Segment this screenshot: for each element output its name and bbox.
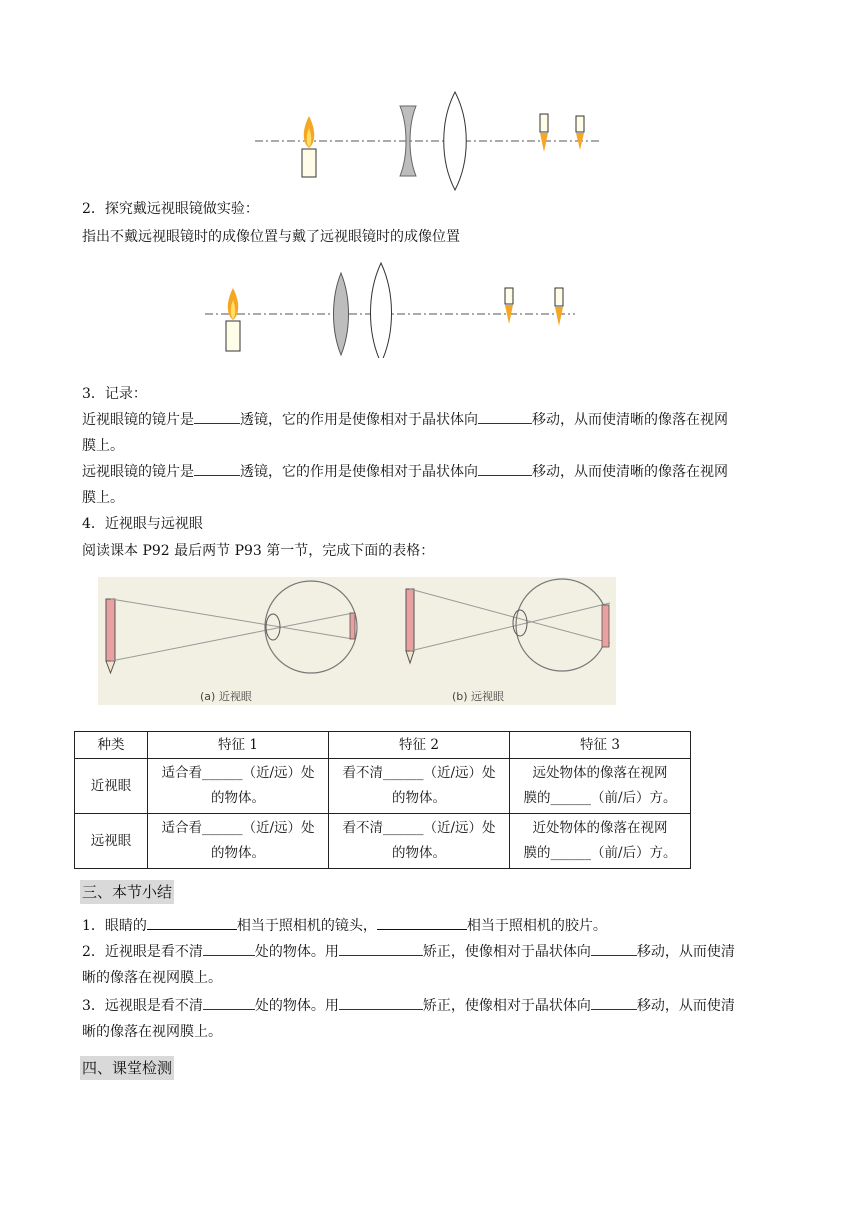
- cell-line: 远处物体的像落在视网: [532, 765, 668, 781]
- header-type: 种类: [75, 732, 148, 759]
- eye-comparison-table: [74, 731, 691, 869]
- summary2-text-d: 移动，从而使清: [636, 944, 735, 960]
- hyperopia-lens-type-blank[interactable]: [194, 459, 240, 476]
- myopia-record-line1: [82, 407, 782, 433]
- cell-line: 适合看______（近/远）处: [161, 765, 315, 781]
- hyperopia-record-text-a: 远视眼镜的镜片是: [82, 464, 194, 480]
- caption-myopia: (a) 近视眼: [200, 690, 252, 703]
- film-part-blank[interactable]: [377, 913, 467, 930]
- cell-line: 的物体。: [392, 790, 446, 806]
- cell-line: 看不清______（近/远）处: [342, 765, 496, 781]
- summary1-text-b: 相当于照相机的镜头，: [236, 918, 377, 934]
- row-type: 远视眼: [75, 814, 148, 869]
- table-row: [75, 814, 691, 869]
- lens-part-blank[interactable]: [147, 913, 237, 930]
- row-feature3[interactable]: [510, 759, 691, 814]
- myopia-eye-diagram: [98, 577, 358, 687]
- row-feature1[interactable]: [148, 759, 329, 814]
- optics-figure-concave: [250, 86, 610, 196]
- myopia-record-text-a: 近视眼镜的镜片是: [82, 412, 194, 428]
- cell-line: 的物体。: [211, 790, 265, 806]
- hyperopia-distance-blank[interactable]: [203, 993, 255, 1010]
- myopia-record-text-b: 透镜，它的作用是使像相对于晶状体向: [240, 412, 478, 428]
- hyperopia-eye-diagram: [400, 577, 616, 687]
- item2-description: 指出不戴远视眼镜时的成像位置与戴了远视眼镜时的成像位置: [82, 229, 460, 245]
- myopia-move-blank[interactable]: [591, 939, 637, 956]
- cell-line: 适合看______（近/远）处: [161, 820, 315, 836]
- summary3-text-c: 矫正，使像相对于晶状体向: [422, 998, 591, 1014]
- summary3-text-a: 3．远视眼是看不清: [82, 998, 203, 1014]
- myopia-record-text-c: 移动，从而使清晰的像落在视网: [532, 412, 728, 428]
- check-heading: 四、课堂检测: [80, 1056, 174, 1080]
- cell-line: 膜的______（前/后）方。: [523, 845, 677, 861]
- header-feature2: 特征 2: [329, 732, 510, 759]
- row-feature3[interactable]: [510, 814, 691, 869]
- hyperopia-record-line2: 膜上。: [82, 490, 124, 506]
- summary-heading: 三、本节小结: [80, 880, 174, 904]
- myopia-direction-blank[interactable]: [478, 407, 532, 424]
- hyperopia-correction-blank[interactable]: [339, 993, 423, 1010]
- hyperopia-record-line1: [82, 459, 782, 485]
- summary2-text-b: 处的物体。用: [254, 944, 339, 960]
- myopia-distance-blank[interactable]: [203, 939, 255, 956]
- hyperopia-record-text-b: 透镜，它的作用是使像相对于晶状体向: [240, 464, 478, 480]
- hyperopia-move-blank[interactable]: [591, 993, 637, 1010]
- table-row: [75, 759, 691, 814]
- summary3-text-d: 移动，从而使清: [636, 998, 735, 1014]
- caption-hyperopia: (b) 远视眼: [452, 690, 505, 703]
- row-type: 近视眼: [75, 759, 148, 814]
- optics-figure-convex: [200, 258, 580, 358]
- summary2-text-a: 2．近视眼是看不清: [82, 944, 203, 960]
- item3-title: 3．记录：: [82, 386, 147, 402]
- summary-line2: [82, 939, 782, 965]
- myopia-correction-blank[interactable]: [339, 939, 423, 956]
- summary-line2-cont: 晰的像落在视网膜上。: [82, 970, 222, 986]
- hyperopia-direction-blank[interactable]: [478, 459, 532, 476]
- cell-line: 的物体。: [392, 845, 446, 861]
- cell-line: 近处物体的像落在视网: [532, 820, 668, 836]
- item4-description: 阅读课本 P92 最后两节 P93 第一节，完成下面的表格：: [82, 543, 435, 559]
- summary2-text-c: 矫正，使像相对于晶状体向: [422, 944, 591, 960]
- myopia-record-line2: 膜上。: [82, 438, 124, 454]
- summary3-text-b: 处的物体。用: [254, 998, 339, 1014]
- summary-line1: [82, 913, 782, 939]
- cell-line: 看不清______（近/远）处: [342, 820, 496, 836]
- summary1-text-c: 相当于照相机的胶片。: [466, 918, 607, 934]
- cell-line: 的物体。: [211, 845, 265, 861]
- header-feature1: 特征 1: [148, 732, 329, 759]
- summary-line3: [82, 993, 782, 1019]
- table-header-row: [75, 732, 691, 759]
- myopia-lens-type-blank[interactable]: [194, 407, 240, 424]
- hyperopia-record-text-c: 移动，从而使清晰的像落在视网: [532, 464, 728, 480]
- row-feature1[interactable]: [148, 814, 329, 869]
- row-feature2[interactable]: [329, 814, 510, 869]
- item4-title: 4．近视眼与远视眼: [82, 516, 203, 532]
- cell-line: 膜的______（前/后）方。: [523, 790, 677, 806]
- header-feature3: 特征 3: [510, 732, 691, 759]
- row-feature2[interactable]: [329, 759, 510, 814]
- summary1-text-a: 1．眼睛的: [82, 918, 147, 934]
- item2-title: 2．探究戴远视眼镜做实验：: [82, 201, 259, 217]
- summary-line3-cont: 晰的像落在视网膜上。: [82, 1024, 222, 1040]
